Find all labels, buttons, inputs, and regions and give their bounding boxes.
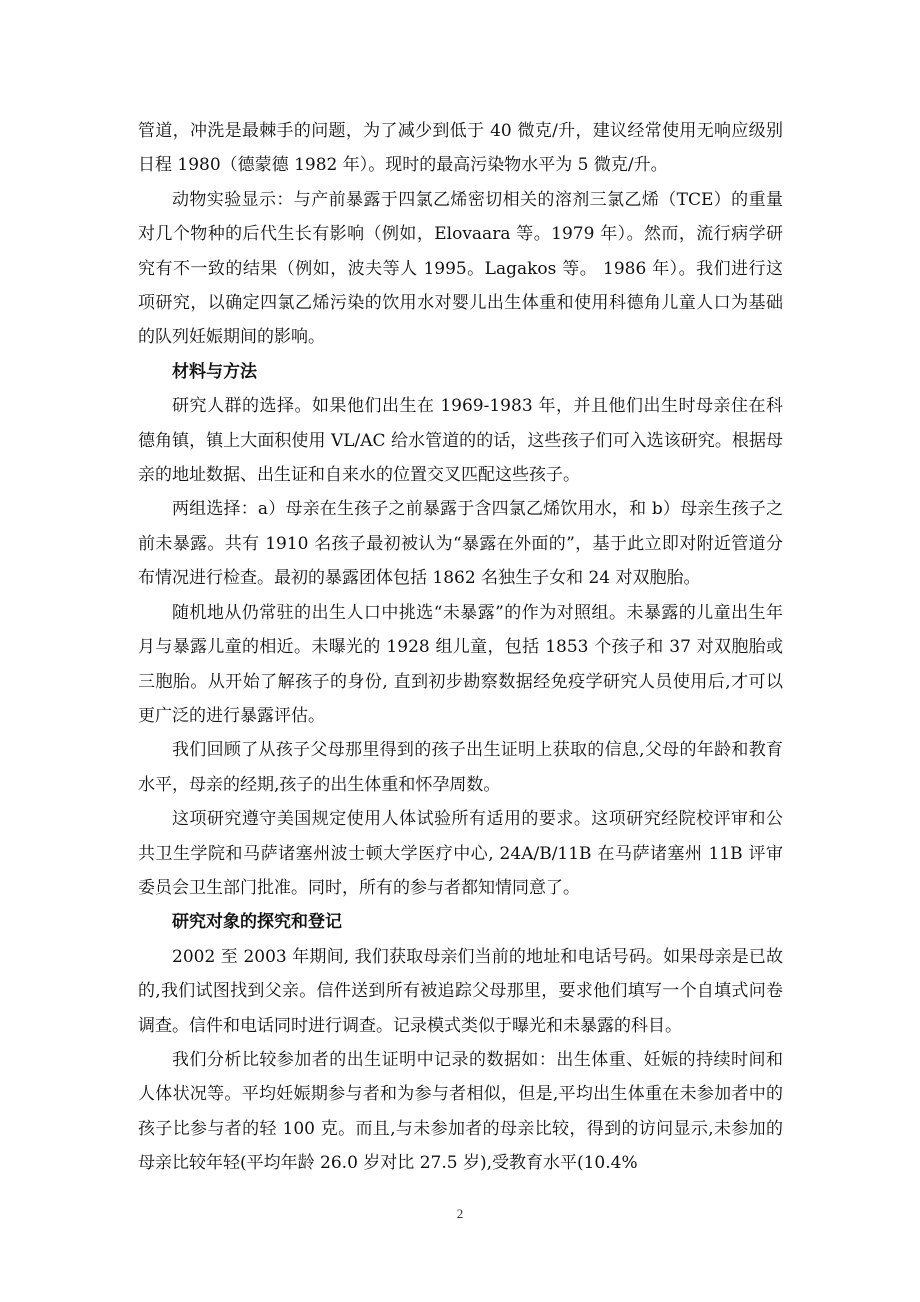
page-number: 2	[456, 1206, 464, 1221]
paragraph-contact-tracing: 2002 至 2003 年期间, 我们获取母亲们当前的地址和电话号码。如果母亲是已故的,我们试图找到父亲。信件送到所有被追踪父母那里，要求他们填写一个自填式问卷调查。信件和电话同时进行调查。记录模式类似于曝光和未暴露的科目。	[138, 946, 783, 1036]
paragraph-participant-comparison: 我们分析比较参加者的出生证明中记录的数据如：出生体重、妊娠的持续时间和人体状况等。平均妊娠期参与者和为参与者相似，但是,平均出生体重在未参加者中的孩子比参与者的轻 100 克。而且,与未参加者的母亲比较，得到的访问显示,未参加的母亲比较年轻(平均年龄 26.0 岁对比 27.5 岁),受教育水平(10.4%	[138, 1049, 783, 1174]
paragraph-animal-experiments: 动物实验显示：与产前暴露于四氯乙烯密切相关的溶剂三氯乙烯（TCE）的重量对几个物种的后代生长有影响（例如，Elovaara 等。1979 年）。然而，流行病学研究有不一致的结果（例如，波夫等人 1995。Lagakos 等。 1986 年）。我们进行这项研究，以确定四氯乙烯污染的饮用水对婴儿出生体重和使用科德角儿童人口为基础的队列妊娠期间的影响。	[138, 189, 783, 348]
section-heading-subject-enrollment: 研究对象的探究和登记	[172, 912, 342, 933]
paragraph-ethics-approval: 这项研究遵守美国规定使用人体试验所有适用的要求。这项研究经院校评审和公共卫生学院和马萨诸塞州波士顿大学医疗中心, 24A/B/11B 在马萨诸塞州 11B 评审委员会卫生部门批准。同时，所有的参与者都知情同意了。	[138, 809, 783, 898]
paragraph-two-groups: 两组选择：a）母亲在生孩子之前暴露于含四氯乙烯饮用水，和 b）母亲生孩子之前未暴露。共有 1910 名孩子最初被认为“暴露在外面的”，基于此立即对附近管道分布情况进行检查。最初的暴露团体包括 1862 名独生子女和 24 对双胞胎。	[138, 499, 783, 589]
paragraph-study-population: 研究人群的选择。如果他们出生在 1969-1983 年，并且他们出生时母亲住在科德角镇，镇上大面积使用 VL/AC 给水管道的的话，这些孩子们可入选该研究。根据母亲的地址数据、出生证和自来水的位置交叉匹配这些孩子。	[138, 396, 783, 486]
document-body	[138, 114, 783, 1181]
paragraph-control-group: 随机地从仍常驻的出生人口中挑选“未暴露”的作为对照组。未暴露的儿童出生年月与暴露儿童的相近。未曝光的 1928 组儿童，包括 1853 个孩子和 37 对双胞胎或三胞胎。从开始了解孩子的身份, 直到初步勘察数据经免疫学研究人员使用后,才可以更广泛的进行暴露评估。	[138, 602, 783, 726]
paragraph-birth-certificate-review: 我们回顾了从孩子父母那里得到的孩子出生证明上获取的信息,父母的年龄和教育水平，母亲的经期,孩子的出生体重和怀孕周数。	[138, 740, 783, 795]
section-heading-materials-methods: 材料与方法	[172, 361, 257, 382]
paragraph-continuation: 管道，冲洗是最棘手的问题，为了减少到低于 40 微克/升，建议经常使用无响应级别日程 1980（德蒙德 1982 年）。现时的最高污染物水平为 5 微克/升。	[138, 121, 783, 176]
